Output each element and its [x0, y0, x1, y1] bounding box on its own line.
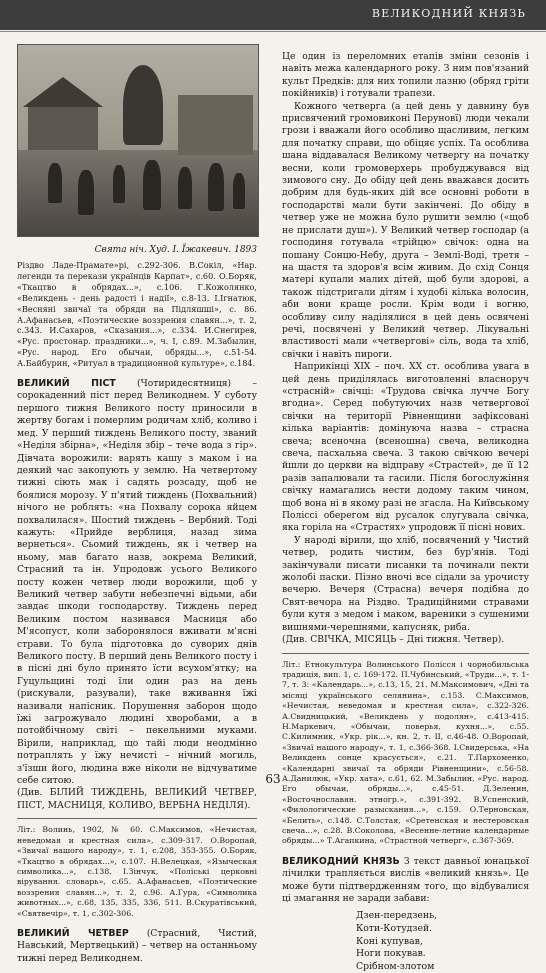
entry-headword: ВЕЛИКОДНИЙ КНЯЗЬ	[282, 855, 400, 867]
painting-figure	[208, 163, 224, 211]
entry-body	[17, 928, 257, 965]
verse-line: Дзен-передзень,	[356, 910, 438, 922]
verse-line: Ноги покував.	[356, 948, 426, 960]
figure-caption: Свята ніч. Худ. І. Їжакевич. 1893	[94, 245, 257, 255]
painting-tree	[123, 65, 163, 145]
page-number: 63	[265, 772, 281, 786]
verse-line: Коти-Котудзей.	[356, 923, 433, 935]
entry-body	[17, 378, 257, 787]
right-column	[282, 51, 529, 973]
references-continued: Різдво Ладе-Прамате»рі, с.292-306. В.Сокіл, «Нар. легенди та перекази українців Карпат», с.60. О.Боряк, «Ткацтво в обрядах...», с.106. Г.Кожолянко, «Великдень - день радості і надії», с.8-13. І.Ігнатюк, «Весняні звичаї та обряди на Підляшші», с. 86. А.Афанасьев, «Поэтические воззрения славян...», т. 2, с.343. И.Сахаров, «Сказания...», с.334. И.Снегирев, «Рус. простонар. праздники...», ч. I, с.89. М.Забылин, «Рус. народ. Его обычаи, обряды...», с.51-54. А.Байбурин, «Ритуал в традиционной культуре», с.184.	[17, 260, 257, 369]
painting-illustration	[17, 44, 259, 237]
entry-headword: ВЕЛИКИЙ ЧЕТВЕР	[17, 927, 129, 939]
paragraph: Наприкінці XIX – поч. XX ст. особлива увага в цей день приділялась виготовленні власноруч «страсній» свічці: «Трудова свічка лучче Богу вгодна». Серед побутуючих назв четвергової свічки на території Рівненщини зафіксовані кілька варіантів: домінуюча назва – страсна свеча; всеночна (всеношна) свеча, великодна свеча, пасхальна свеча. З такою свічкою вечері йшли до церкви на відправу «Страстей», де її 12 разів запалювали та гасили. Після богослужіння свічку намагались нести додому таким чином, щоб вона ні в якому разі не згасла. На Київському Поліссі оберегом від русалок слугувала свічка, яка горіла на «Страстях» упродовж її пісні нових.	[282, 361, 529, 534]
painting-figure	[113, 165, 125, 203]
paragraph: Це один із переломних етапів зміни сезонів і навіть межа календарного року. З ним пов'язаний культ Предків: для них топили лазню (обряд гріти покійників) і готували трапези.	[282, 51, 529, 100]
painting-figure	[48, 163, 62, 203]
entry-continuation	[282, 51, 529, 647]
left-column	[17, 44, 257, 965]
entry-velykyi-chetver	[17, 928, 257, 965]
entry-text: (Страсний, Чистий, Навський, Мертвецький) – четвер на останньому тижні перед Великоднем.	[17, 927, 257, 964]
see-also: (Див. БІЛИЙ ТИЖДЕНЬ, ВЕЛИКИЙ ЧЕТВЕР, ПІСТ, МАСНИЦЯ, КОЛИВО, ВЕРБНА НЕДІЛЯ).	[17, 787, 257, 811]
see-also: (Див. СВІЧКА, МІСЯЦЬ – Дні тижня. Четвер).	[282, 634, 505, 646]
paragraph: Кожного четверга (а цей день у давнину був присвячений громовиконі Перуновї) люди чекали грози і вважали його особливо щасливим, легким для початку справи, що обіцяє успіх. Та особлива шана віддавалася Великому четвергу на початку весни, коли громоверхерь пробуджувався від зимового сну. До обіду цей день вважався досить добрим для будь-яких дій все основні роботи в господарстві мали бути закінчені. До обіду в четвер уже не можна було рушити землю («щоб не прислати душ»). У Великий четвер господар (а господиня готувала «трійцю» свічок: одна на пошану Сонцю-Небу, друга – Землі-Воді, третя – на щастя та здоров'я всім живим. До схід Сонця матері купали малих дітей, щоб були здорові, а також підстригали дітям і худобі кілька волосин, аби вони краще росли. Крім води і вогню, особливу силу наділялися в цей день освячені речі, посвячені у Великий четвер. Лікувальні властивості мали «четвергові» сіль, вода та хліб, свічки і навіть пироги.	[282, 100, 529, 360]
entry-headword: ВЕЛИКИЙ ПІСТ	[17, 378, 116, 390]
paragraph: У народі вірили, що хліб, посвячений у Чистий четвер, родить чистим, без бур'янів. Тоді закінчували писати писанки та починали пекти жолобі паски. Пізно вночі все сідали за урочисту вечерю. Вечеря (Страсна) вечеря подібна до Свят-вечора на Різдво. Традиційними стравами були кутя з медом і маком, вареники з сушеними вишнями-черешнями, капусняк, риба.	[282, 534, 529, 633]
divider	[17, 818, 257, 819]
painting-figure	[78, 170, 94, 215]
painting-figure	[178, 167, 192, 209]
verse-line: Срібном-злотом	[356, 960, 435, 972]
header-rule	[0, 31, 546, 32]
running-title: ВЕЛИКОДНИЙ КНЯЗЬ	[371, 7, 526, 20]
entry-body	[282, 856, 529, 906]
verse-line: Коні купував,	[356, 935, 423, 947]
entry-text: (Чотиридесятниця) – сорокаденний піст перед Великоднем. У суботу першого тижня Великого посту приносили в жертву богам і померлим родичам хліб, коливо і мед. У перший тиждень Великого посту, званий «Неділя збірна», «Неділя збір – тече вода з гір». Дівчата ворожили: варять кашу з маком і на деякий час закопують у землю. На четвертому тижні сіють мак і садять розсаду, щоб не боялися морозу. У п'ятий тиждень (Похвальний) нічого не роблять: «на Похвалу сорока яйцем похвалилася». Шостий тиждень – Вербний. Тоді кажуть: «Прийде верблиця, назад зима вернеться». Сьомий тиждень, як і четвер на ньому, мав багато назв, зокрема Великий, Страсний та ін. Упродовж усього Великого посту кожен четвер люди ворожили, щоб у Великий четвер забути небезпечні відьми, аби завдає шкоди господарству. Тиждень перед Великим постом називався Масниця або М'ясопуст, коли заборонялося вживати м'ясні страви. То була підготовка до суворих днів Великого посту. В перший день Великого посту і в пісні дні було принято їсти всухом'ятку; на Гуцульщині тоді їли один раз на день (рискували, разували), таке вживання їжі називали напісник. Порушення заборон щодо їжі загрожувало людині хворобами, а в потойбічному світі – пекельними муками. Вірили, наприклад, що тайі люди неодмінно потраплять у їжу нечисті – нічний могиль, з'їзши його, людина вже ніколи не відчуватиме себе ситою.	[17, 378, 257, 787]
painting-figure	[143, 160, 161, 210]
painting-roof	[23, 77, 103, 107]
entry-text: З текст давньої юнацької лічилки трапляється вислів «великий князь». Це може бути підтвердженням того, що відбувалися ці змагання не заради забави:	[282, 855, 529, 905]
painting-church	[178, 95, 253, 155]
page-header	[0, 0, 546, 32]
entry-velykodnyi-kniaz	[282, 856, 529, 906]
literature-list: Літ.: Волинь, 1902, № 60. С.Максимов, «Нечистая, неведомая и крестная сила», с.309-317. О.Воропай, «Звичаї нашого народу», т. 1, с.208, 353-355. О.Боряк, «Ткацтво в обрядах...», с.107. Н.Велецкая, «Языческая символика...», с.138. І.Зінчук, «Поліські церковні вірування. словарь», с.65. А.Афанасьев, «Поэтические воззрения славян...», т. 2, с.96. А.Гура, «Символика животных...», с.68, 135, 335, 336, 511. В.Скуратівський, «Святвечір», т. 1, с.302-306.	[17, 825, 257, 918]
verse	[356, 910, 529, 973]
entry-velykyi-pist	[17, 378, 257, 812]
literature-list: Літ.: Етнокультура Волинського Полісся і чорнобильська традиція, вип. 1, с. 169-172. П.Чубинський, «Труди...», т. 1-7, т. 3: «Календарь...», с.13, 15, 21. М.Максимович, «Дні та місяці українського селянина», с.153. С.Максимов, «Нечистая, неведомая и крестная сила», с.322-326. А.Свидницький, «Великдень у подолян», с.413-415. Н.Маркевич, «Обычаи, поверья, кухня...», с.55. С.Килимник, «Укр. рік...», кн. 2, т. ІІ, с.46-48. О.Воропай, «Звичаї нашого народу», т. 1, с.366-368. І.Свидерська, «На Великдень сонце красується», с.21. Т.Пархоменко, «Календарні звичаї та обряди Рівненщини», с.56-58. А.Данилюк, «Укр. хата», с.61, 62. М.Забылин, «Рус. народ. Его обычаи, обряды...», с.45-51. Д.Зеленин, «Восточнославян. этногр.», с.391-392. В.Успенский, «Филологические разыскания...», с.159. О.Терновская, «Белить», с.148. С.Толстая, «Сретенская и нестеровская свеча...», с.28. В.Соколова, «Весенне-летние календарные обряды...» Т.Агапкина, «Страстной четверг», с.367-369.	[282, 659, 529, 846]
painting-figure	[233, 173, 245, 209]
painting-house	[28, 105, 98, 150]
divider	[282, 653, 529, 654]
